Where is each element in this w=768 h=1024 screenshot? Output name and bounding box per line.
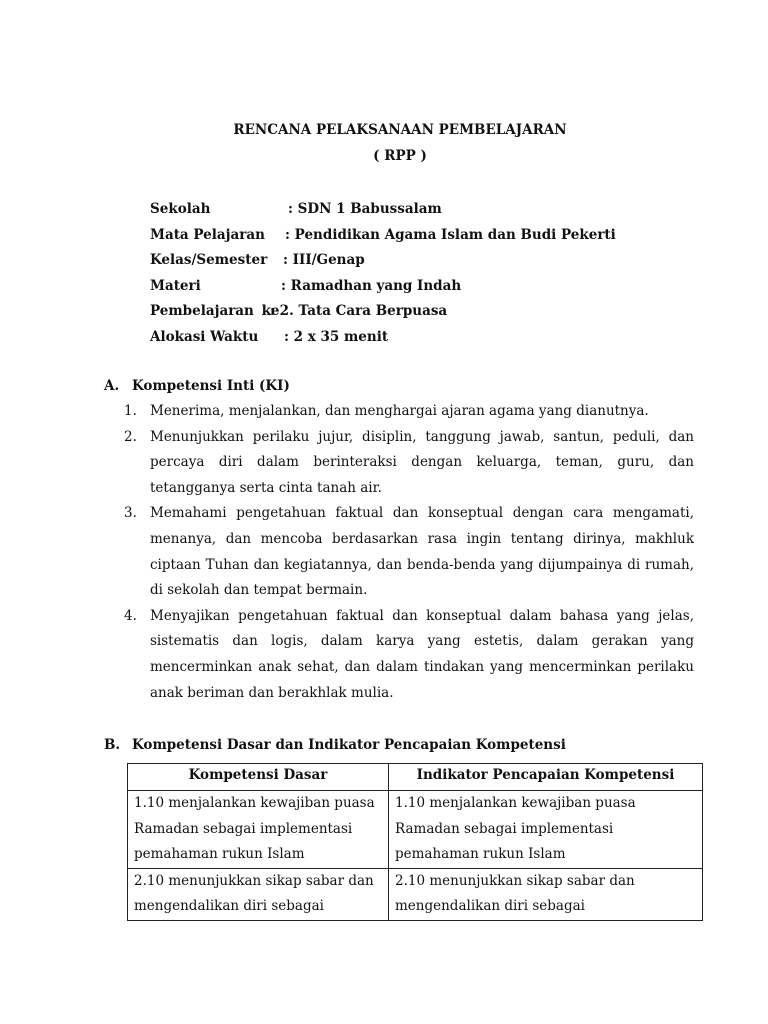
info-value: : III/Genap [283,252,365,269]
table-cell: 2.10 menunjukkan sikap sabar dan mengendalikan diri sebagai [389,868,703,920]
section-letter: B. [104,737,121,753]
column-header: Kompetensi Dasar [128,764,389,791]
table-header-row [128,764,703,791]
table-row [128,868,703,920]
info-value: : SDN 1 Babussalam [288,201,442,217]
list-text: Memahami pengetahuan faktual dan konseptual dengan cara mengamati, menanya, dan mencoba berdasarkan rasa ingin tentang dirinya, makhluk ciptaan Tuhan dan kegiatannya, dan benda-benda yang dijumpainya di rumah, di sekolah dan tempat bermain. [150,505,694,599]
ki-list [124,399,694,706]
table-cell: 1.10 menjalankan kewajiban puasa Ramadan sebagai implementasi pemahaman rukun Islam [389,791,703,869]
info-label: Mata Pelajaran [150,226,265,243]
document-subtitle: ( RPP ) [373,148,427,164]
table-row [128,791,703,869]
info-value: : Ramadhan yang Indah [281,277,462,294]
section-title: Kompetensi Dasar dan Indikator Pencapaian Kompetensi [132,737,566,753]
list-item [124,425,694,502]
table-cell: 1.10 menjalankan kewajiban puasa Ramadan sebagai implementasi pemahaman rukun Islam [128,791,389,869]
list-number: 4. [124,607,137,624]
section-a-heading [104,378,290,394]
list-text: Menyajikan pengetahuan faktual dan konseptual dalam bahasa yang jelas, sistematis dan logis, dalam karya yang estetis, dalam gerakan yang mencerminkan anak sehat, dan dalam tindakan yang mencerminkan perilaku anak beriman dan berakhlak mulia. [150,607,694,701]
section-letter: A. [104,378,120,394]
list-number: 3. [124,505,137,522]
list-text: Menunjukkan perilaku jujur, disiplin, tanggung jawab, santun, peduli, dan percaya diri dalam berinteraksi dengan keluarga, teman, guru, dan tetangganya serta cinta tanah air. [150,428,694,496]
list-item [124,604,694,706]
info-value: : Pendidikan Agama Islam dan Budi Pekerti [285,226,616,243]
info-value: : 2. Tata Cara Berpuasa [270,303,448,320]
column-header: Indikator Pencapaian Kompetensi [389,764,703,791]
info-value: : 2 x 35 menit [284,328,389,345]
document-title: RENCANA PELAKSANAAN PEMBELAJARAN [233,122,567,138]
info-label: Pembelajaran ke [150,303,280,320]
info-label: Kelas/Semester [150,252,268,269]
competency-table [127,763,703,921]
section-title: Kompetensi Inti (KI) [132,378,290,394]
list-item [124,399,694,425]
info-label: Materi [150,277,201,294]
list-text: Menerima, menjalankan, dan menghargai ajaran agama yang dianutnya. [150,403,649,419]
list-number: 1. [124,403,137,419]
info-label: Alokasi Waktu [150,328,259,345]
section-b-heading [104,737,566,753]
table-cell: 2.10 menunjukkan sikap sabar dan mengendalikan diri sebagai [128,868,389,920]
info-label: Sekolah [150,201,211,217]
list-number: 2. [124,428,137,445]
list-item [124,501,694,603]
